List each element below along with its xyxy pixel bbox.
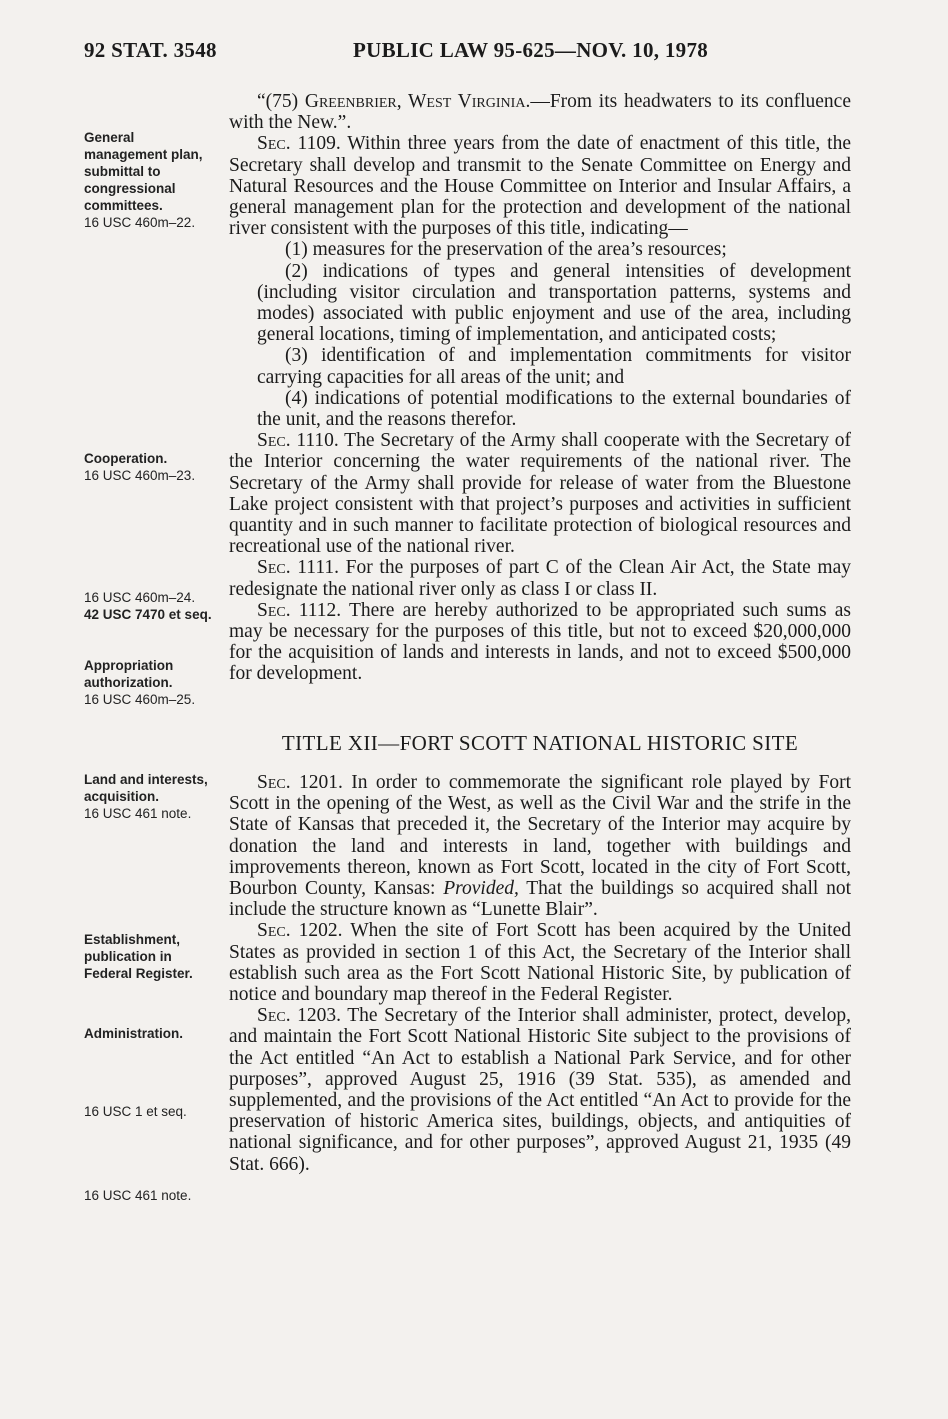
margin-note-citation: 16 USC 460m–22. <box>84 215 196 230</box>
margin-note-citation: 16 USC 460m–23. <box>84 468 196 483</box>
body-text-upper <box>229 91 851 685</box>
river-name: Greenbrier, West Virginia <box>304 91 526 112</box>
margin-note-text: Cooperation. <box>84 451 168 466</box>
margin-note-text: Establishment, publication in Federal Register. <box>84 932 193 981</box>
section-label: Sec. 1109. <box>257 133 341 155</box>
section-label: Sec. 1112. <box>257 599 342 621</box>
margin-note-nps-act <box>84 1103 216 1120</box>
margin-note-citation: 16 USC 460m–25. <box>84 692 196 707</box>
body-text-lower <box>229 772 851 1175</box>
section-label: Sec. 1110. <box>257 430 339 452</box>
provided-clause: Provided, <box>443 878 519 900</box>
section-1202: Sec. 1202. When the site of Fort Scott has been acquired by the United States as provided in section 1 of this Act, the Secretary of the Interior shall establish such area as the Fort Scott National Historic Site, by publication of notice and boundary map thereof in the Federal Register. <box>229 920 851 1006</box>
page-header <box>84 38 838 68</box>
margin-note-appropriation <box>84 657 216 708</box>
section-label: Sec. 1202. <box>257 920 343 942</box>
margin-note-land-acquisition <box>84 771 216 822</box>
section-1201: Sec. 1201. In order to commemorate the significant role played by Fort Scott in the opening of the West, as well as the Civil War and the strife in the State of Kansas that preceded it, the Secretary of the Interior may acquire by donation the land and interests in land, together with buildings and improvements thereon, known as Fort Scott, located in the city of Fort Scott, Bourbon County, Kansas: Provided, That the buildings so acquired shall not include the structure known as “Lunette Blair”. <box>229 772 852 921</box>
item-1: (1) measures for the preservation of the area’s resources; <box>285 239 727 261</box>
section-label: Sec. 1201. <box>257 772 343 793</box>
margin-note-establishment <box>84 931 216 982</box>
section-1112: Sec. 1112. There are hereby authorized to be appropriated such sums as may be necessary for the purposes of this title, but not to exceed $20,000,000 for the acquisition of lands and interests in lands, and not to exceed $500,000 for development. <box>229 599 852 685</box>
item-3: (3) identification of and implementation commitments for visitor carrying capacities for all areas of the unit; and <box>257 345 851 388</box>
margin-note-clean-air <box>84 589 216 623</box>
section-label: Sec. 1111. <box>257 557 339 579</box>
margin-note-citation: 42 USC 7470 et seq. <box>84 607 212 622</box>
margin-note-administration <box>84 1025 216 1042</box>
section-1111: Sec. 1111. For the purposes of part C of the Clean Air Act, the State may redesignate the national river only as class I or class II. <box>229 557 851 600</box>
margin-note-citation: 16 USC 461 note. <box>84 1188 192 1203</box>
margin-note-general-management <box>84 129 216 231</box>
margin-note-historic-sites-act <box>84 1187 216 1204</box>
margin-note-text: Appropriation authorization. <box>84 658 174 690</box>
title-xii-heading: TITLE XII—FORT SCOTT NATIONAL HISTORIC SITE <box>281 731 799 755</box>
statute-page-number: 92 STAT. 3548 <box>84 38 217 62</box>
margin-note-text: Land and interests, acquisition. <box>84 772 208 804</box>
margin-note-text: Administration. <box>84 1026 184 1041</box>
margin-note-citation: 16 USC 460m–24. <box>84 590 196 605</box>
margin-note-text: General management plan, submittal to congressional committees. <box>84 130 203 213</box>
section-1203: Sec. 1203. The Secretary of the Interior shall administer, protect, develop, and maintain the Fort Scott National Historic Site subject to the provisions of the Act entitled “An Act to establish a National Park Service, and for other purposes”, approved August 25, 1916 (39 Stat. 535), as amended and supplemented, and the provisions of the Act entitled “An Act to provide for the preservation of historic America sites, buildings, objects, and antiquities of national significance, and for other purposes”, approved August 21, 1935 (49 Stat. 666). <box>229 1005 851 1175</box>
item-4: (4) indications of potential modifications to the external boundaries of the unit, and the reasons therefor. <box>257 387 851 431</box>
section-1110: Sec. 1110. The Secretary of the Army shall cooperate with the Secretary of the Interior concerning the water requirements of the national river. The Secretary of the Army shall provide for release of water from the Bluestone Lake project consistent with that project’s purposes and activities in sufficient quantity and in such manner to facilitate protection of biological resources and recreational use of the national river. <box>229 430 851 558</box>
section-1109: Sec. 1109. Within three years from the date of enactment of this title, the Secretary shall develop and transmit to the Senate Committee on Energy and Natural Resources and the House Committee on Interior and Insular Affairs, a general management plan for the protection and development of the national river consistent with the purposes of this title, indicating— <box>229 133 851 240</box>
paragraph-75: “(75) Greenbrier, West Virginia.—From its headwaters to its confluence with the New.”. <box>229 91 851 134</box>
margin-note-citation: 16 USC 461 note. <box>84 806 192 821</box>
item-2: (2) indications of types and general intensities of development (including visitor circulation and transportation patterns, systems and modes) associated with public enjoyment and use of the area, including general locations, timing of implementation, and anticipated costs; <box>257 260 851 346</box>
section-label: Sec. 1203. <box>257 1005 342 1027</box>
margin-note-cooperation <box>84 450 216 484</box>
margin-note-citation: 16 USC 1 et seq. <box>84 1104 187 1119</box>
public-law-heading: PUBLIC LAW 95-625—NOV. 10, 1978 <box>353 38 709 62</box>
